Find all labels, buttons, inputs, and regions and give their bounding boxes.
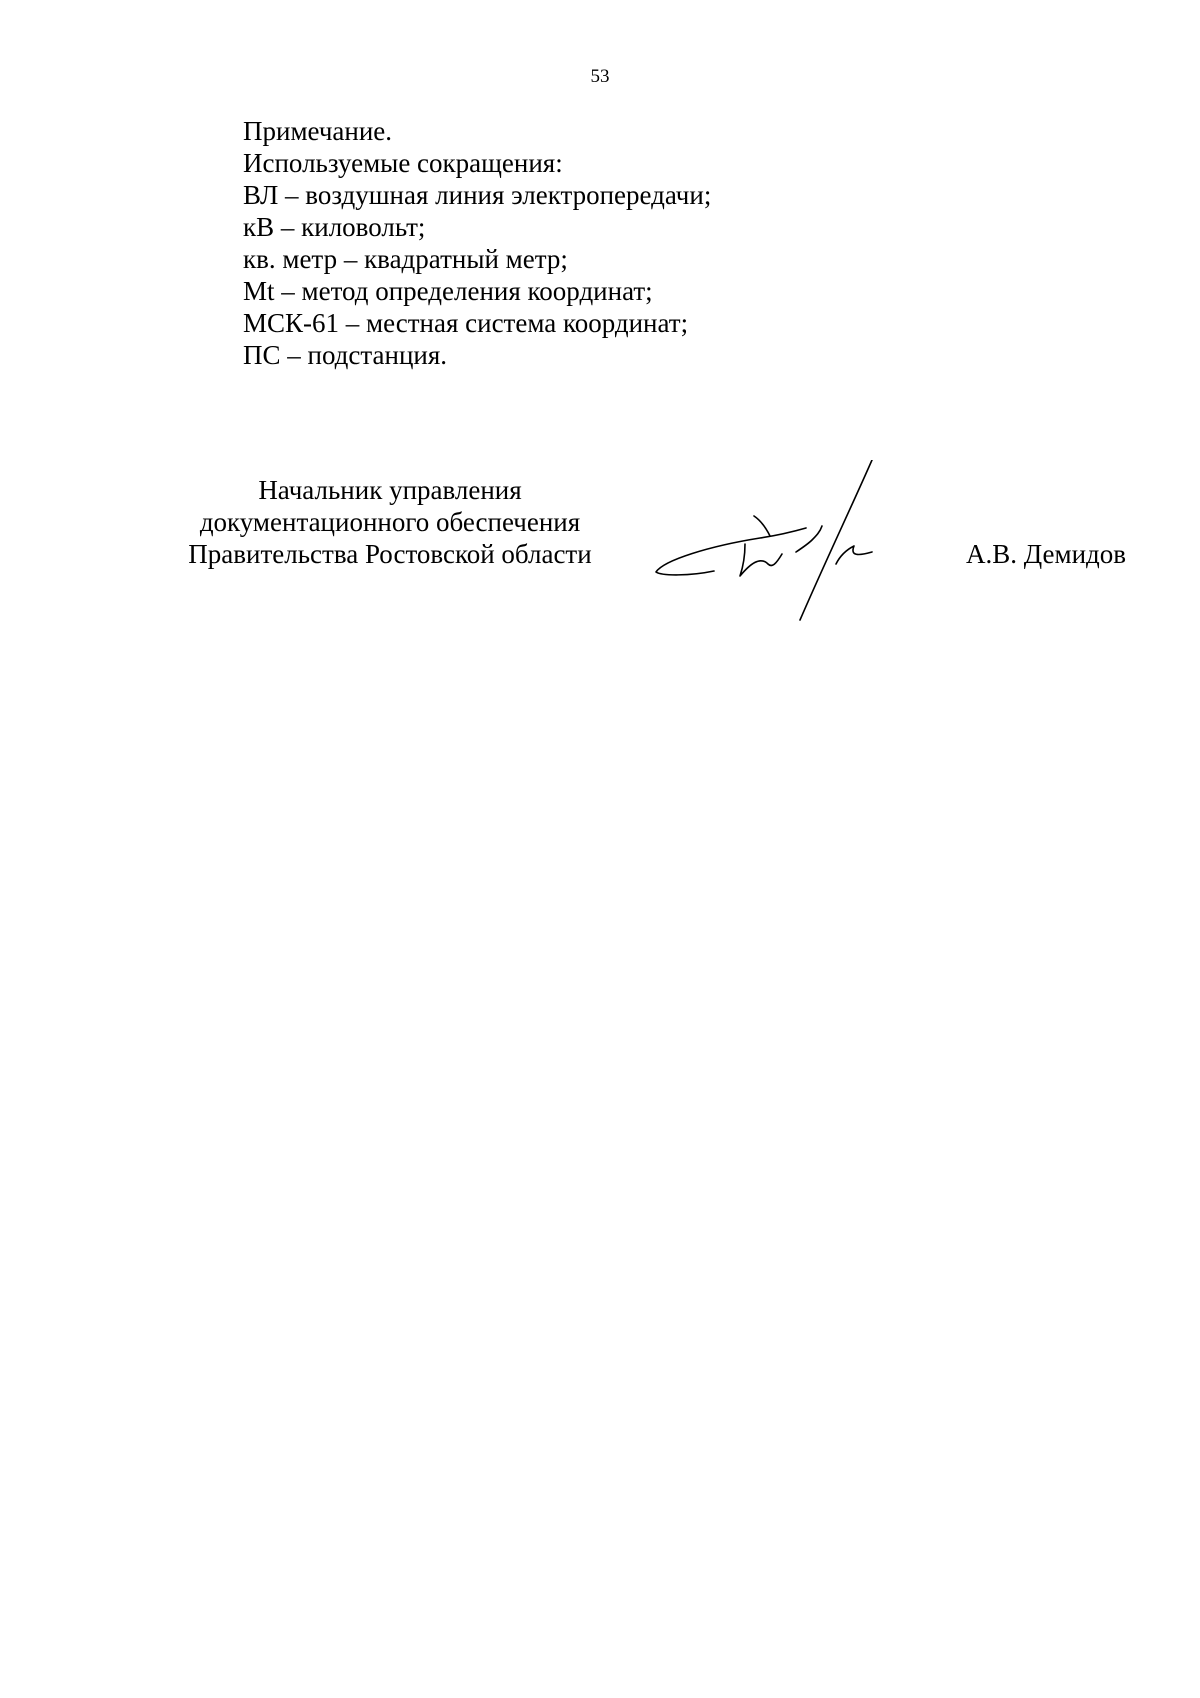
handwritten-signature [650,460,950,630]
signer-name: А.В. Демидов [966,539,1127,569]
signature-stroke [754,516,770,536]
abbreviation-item: ВЛ – воздушная линия электропередачи; [243,180,712,210]
abbreviation-item: кВ – киловольт; [243,212,426,242]
signer-position-line: Правительства Ростовской области [188,539,592,569]
abbreviation-item: Mt – метод определения координат; [243,276,653,306]
abbreviation-item: МСК-61 – местная система координат; [243,308,689,338]
signer-position-line: документационного обеспечения [199,507,581,537]
signer-position-line: Начальник управления [258,475,522,505]
abbreviation-item: кв. метр – квадратный метр; [243,244,568,274]
signature-stroke [740,544,782,576]
signature-stroke [836,546,872,564]
notes-intro: Используемые сокращения: [243,148,563,178]
notes-section [243,115,943,371]
abbreviation-item: ПС – подстанция. [243,340,448,370]
notes-title: Примечание. [243,116,393,146]
signature-stroke [800,460,872,620]
page-number: 53 [590,66,610,87]
signer-position [160,474,620,570]
signature-stroke [656,528,806,575]
